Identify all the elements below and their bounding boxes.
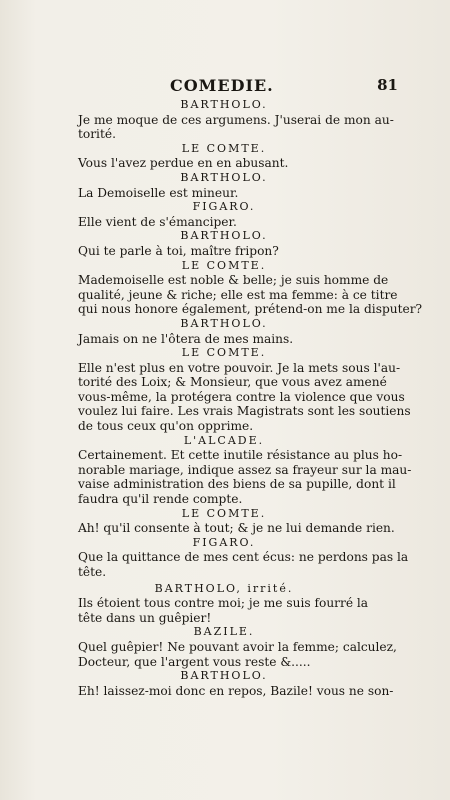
speaker-name: BARTHOLO, irrité. bbox=[154, 581, 294, 595]
dialogue-block bbox=[78, 171, 370, 200]
speaker-name: BARTHOLO. bbox=[180, 170, 268, 184]
dialogue-block bbox=[78, 506, 395, 536]
dialogue-line: Ils étoient tous contre moi; je me suis fourré la bbox=[78, 596, 369, 611]
dialogue-line: tête. bbox=[78, 565, 107, 579]
dialogue-line: torité. bbox=[78, 127, 116, 142]
dialogue-line: faudra qu'il rende compte. bbox=[78, 492, 243, 507]
dialogue-line: Vous l'avez perdue en en abusant. bbox=[78, 156, 289, 171]
dialogue-line: Que la quittance de mes cent écus: ne perdons pas la bbox=[78, 550, 409, 565]
dialogue-block bbox=[78, 346, 411, 434]
dialogue-line: norable mariage, indique assez sa frayeur sur la mau- bbox=[78, 462, 412, 477]
dialogue-body bbox=[78, 98, 423, 698]
speaker-name: LE COMTE. bbox=[181, 346, 267, 360]
dialogue-block bbox=[78, 535, 409, 580]
speaker-name: LE COMTE. bbox=[181, 258, 267, 272]
speaker-name: BARTHOLO. bbox=[180, 98, 268, 111]
speaker-name: BAZILE. bbox=[193, 625, 255, 639]
dialogue-line: Mademoiselle est noble & belle; je suis homme de bbox=[78, 273, 389, 288]
speaker-name: FIGARO. bbox=[192, 200, 256, 214]
speaker-name: BARTHOLO. bbox=[180, 316, 268, 330]
dialogue-block bbox=[78, 317, 370, 346]
dialogue-line: tête dans un guêpier! bbox=[78, 610, 212, 625]
dialogue-line: Eh! laissez-moi donc en repos, Bazile! vous ne son- bbox=[78, 683, 394, 698]
dialogue-block bbox=[78, 229, 370, 258]
dialogue-block bbox=[78, 433, 412, 507]
dialogue-block bbox=[78, 258, 423, 317]
dialogue-line: vous-même, la protégera contre la violence que vous bbox=[78, 389, 405, 404]
speaker-name: LE COMTE. bbox=[181, 141, 267, 155]
dialogue-line: qualité, jeune & riche; elle est ma femme: à ce titre bbox=[78, 287, 398, 302]
dialogue-line: Quel guêpier! Ne pouvant avoir la femme; calculez, bbox=[78, 639, 397, 654]
dialogue-line: voulez lui faire. Les vrais Magistrats sont les soutiens bbox=[78, 404, 411, 419]
dialogue-line: Ah! qu'il consente à tout; & je ne lui demande rien. bbox=[78, 521, 395, 536]
dialogue-block bbox=[78, 669, 394, 698]
dialogue-line: de tous ceux qu'on opprime. bbox=[78, 419, 254, 434]
dialogue-line: La Demoiselle est mineur. bbox=[78, 185, 239, 200]
dialogue-line: Je me moque de ces argumens. J'userai de mon au- bbox=[78, 112, 394, 127]
dialogue-line: Jamais on ne l'ôtera de mes mains. bbox=[78, 331, 294, 346]
dialogue-line: Elle n'est plus en votre pouvoir. Je la mets sous l'au- bbox=[78, 360, 401, 375]
page-number: 81 bbox=[377, 76, 398, 94]
page-header bbox=[78, 76, 398, 96]
running-title: COMEDIE. bbox=[170, 76, 274, 95]
dialogue-block bbox=[78, 200, 370, 229]
dialogue-line: Certainement. Et cette inutile résistance au plus ho- bbox=[78, 448, 403, 463]
dialogue-line: Docteur, que l'argent vous reste &..... bbox=[78, 654, 311, 669]
dialogue-line: torité des Loix; & Monsieur, que vous avez amené bbox=[78, 375, 387, 390]
dialogue-line: Elle vient de s'émanciper. bbox=[78, 214, 237, 229]
speaker-name: FIGARO. bbox=[192, 535, 256, 549]
speaker-name: BARTHOLO. bbox=[180, 229, 268, 243]
dialogue-line: vaise administration des biens de sa pupille, dont il bbox=[78, 477, 396, 492]
dialogue-block bbox=[78, 142, 370, 171]
dialogue-block bbox=[78, 582, 370, 626]
dialogue-block bbox=[78, 625, 397, 669]
speaker-name: LE COMTE. bbox=[181, 506, 267, 520]
dialogue-block bbox=[78, 98, 394, 142]
speaker-name: BARTHOLO. bbox=[180, 669, 268, 683]
speaker-name: L'ALCADE. bbox=[183, 433, 265, 447]
dialogue-line: Qui te parle à toi, maître fripon? bbox=[78, 243, 279, 258]
dialogue-line: qui nous honore également, prétend-on me la disputer? bbox=[78, 302, 423, 317]
